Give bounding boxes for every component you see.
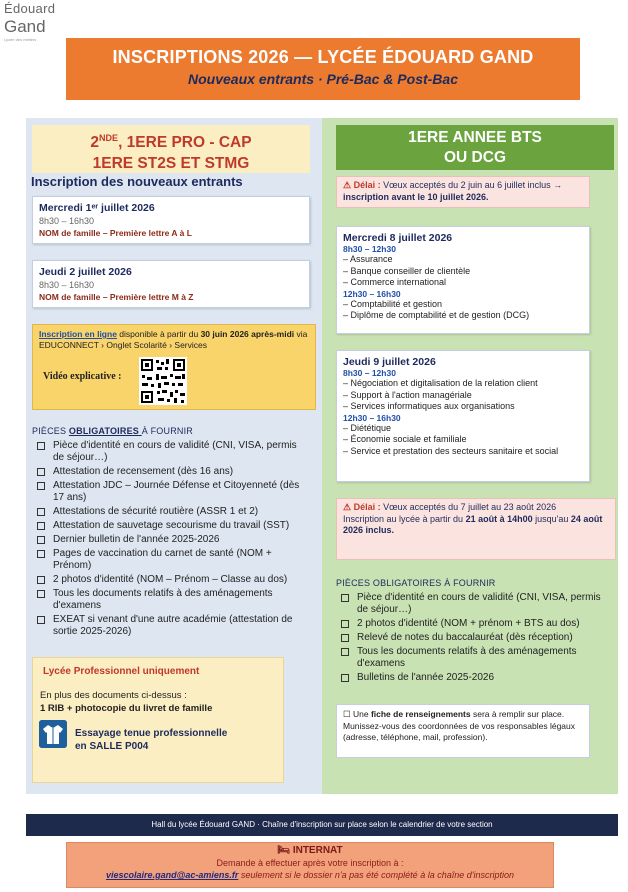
program-item: – Diplôme de comptabilité et de gestion (DCG) <box>343 310 530 320</box>
checklist-text: Attestation JDC – Journée Défense et Citoyenneté (dès 17 ans) <box>53 480 300 503</box>
info-text: ☐ Une <box>343 709 371 719</box>
checkbox-icon[interactable] <box>341 648 349 656</box>
pieces-title-part: À FOURNIR <box>141 426 194 436</box>
checklist-text: Dernier bulletin de l'année 2025-2026 <box>53 534 220 545</box>
right-section-title <box>336 125 614 170</box>
deadline-bold: 21 août à 14h00 <box>465 513 533 524</box>
checklist-text: 2 photos d'identité (NOM + prénom + BTS au dos) <box>357 618 580 629</box>
fitting-line: Essayage tenue professionnelle <box>75 728 228 739</box>
checkbox-icon[interactable] <box>37 442 45 450</box>
checklist-item[interactable] <box>34 614 302 638</box>
online-registration-box <box>32 324 316 410</box>
deadline-text: Inscription au lycée à partir du <box>343 513 466 524</box>
internat-text: seulement si le dossier n'a pas été complété à la chaîne d'inscription <box>238 870 514 880</box>
page-title: INSCRIPTIONS 2026 — LYCÉE ÉDOUARD GAND <box>112 47 534 67</box>
checklist-item[interactable] <box>338 632 606 644</box>
checklist-item[interactable] <box>34 440 302 464</box>
checklist-text: Pièce d'identité en cours de validité (CNI, VISA, permis de séjour…) <box>53 440 297 463</box>
checkbox-icon[interactable] <box>341 620 349 628</box>
title-line2: OU DCG <box>444 149 506 166</box>
checkbox-icon[interactable] <box>37 576 45 584</box>
checklist-text: Attestations de sécurité routière (ASSR 1 et 2) <box>53 506 259 517</box>
checklist-text: Tous les documents relatifs à des aménagements d'examens <box>53 588 273 611</box>
left-section-title <box>32 125 310 173</box>
checklist-text: Attestation de sauvetage secourisme du travail (SST) <box>53 520 290 531</box>
checkbox-icon[interactable] <box>37 536 45 544</box>
checklist-item[interactable] <box>34 574 302 586</box>
pro-title: Lycée Professionnel uniquement <box>43 666 200 677</box>
program-item: – Commerce international <box>343 277 447 287</box>
deadline-box <box>336 498 616 560</box>
fitting-room: en SALLE P004 <box>75 741 149 752</box>
checkbox-icon[interactable] <box>37 616 45 624</box>
program-item: – Services informatiques aux organisations <box>343 401 515 411</box>
deadline-text: Vœux acceptés du 7 juillet au 23 août 2026 <box>380 502 557 512</box>
card-date: Jeudi 9 juillet 2026 <box>343 356 436 368</box>
program-item: – Assurance <box>343 254 393 264</box>
checkbox-icon[interactable] <box>341 634 349 642</box>
info-bold: fiche de renseignements <box>370 709 471 719</box>
right-pieces-title: PIÈCES OBLIGATOIRES À FOURNIR <box>336 578 496 588</box>
checkbox-icon[interactable] <box>341 594 349 602</box>
internat-box <box>66 842 554 888</box>
checklist-item[interactable] <box>34 534 302 546</box>
fitting-info <box>75 727 227 753</box>
title-sup: NDE <box>99 133 119 143</box>
program-item: – Comptabilité et gestion <box>343 298 443 309</box>
internat-line <box>67 870 553 880</box>
checkbox-icon[interactable] <box>341 674 349 682</box>
email-link[interactable]: viescolaire.gand@ac-amiens.fr <box>106 870 239 880</box>
checkbox-icon[interactable] <box>37 550 45 558</box>
online-registration-link[interactable]: Inscription en ligne <box>39 329 117 339</box>
program-item: – Économie sociale et familiale <box>343 434 467 444</box>
checkbox-icon[interactable] <box>37 482 45 490</box>
checklist-text: Attestation de recensement (dès 16 ans) <box>53 466 234 477</box>
page-subtitle: Nouveaux entrants · Pré-Bac & Post-Bac <box>188 71 458 87</box>
checklist-item[interactable] <box>338 672 606 684</box>
deadline-text: Vœux acceptés du 2 juin au 6 juillet inclus → <box>380 180 563 190</box>
checklist-item[interactable] <box>34 548 302 572</box>
date-card <box>336 226 590 334</box>
warning-icon: ⚠ Délai : <box>343 502 381 512</box>
title-part: , 1ERE PRO - CAP <box>118 134 252 152</box>
checklist-text: Bulletins de l'année 2025-2026 <box>357 672 495 683</box>
card-hours: 8h30 – 12h30 <box>343 244 396 254</box>
deadline-box <box>336 176 590 208</box>
left-pieces-title <box>32 426 193 436</box>
card-hours: 12h30 – 16h30 <box>343 412 401 423</box>
checklist-item[interactable] <box>34 520 302 532</box>
left-pieces-list <box>34 440 302 640</box>
bed-icon: 🛏 <box>277 845 293 856</box>
checkbox-icon[interactable] <box>37 590 45 598</box>
card-hours: 8h30 – 16h30 <box>39 280 95 290</box>
logo-text-bottom: Gand <box>4 17 46 36</box>
title-line1: 1ERE ANNEE BTS <box>408 129 542 146</box>
program-item: – Support à l'action managériale <box>343 389 472 400</box>
card-date: Mercredi 8 juillet 2026 <box>343 232 453 244</box>
date-card <box>336 350 590 482</box>
qr-code-icon[interactable] <box>139 357 187 405</box>
program-item: – Diététique <box>343 422 392 433</box>
pieces-title-underlined: OBLIGATOIRES <box>68 426 142 436</box>
info-text: sera à remplir sur place. Munissez-vous des coordonnées de vos responsables légaux (adresse, téléphone, mail, profession). <box>343 709 575 742</box>
checklist-item[interactable] <box>338 646 606 670</box>
checklist-text: 2 photos d'identité (NOM – Prénom – Classe au dos) <box>53 574 288 585</box>
program-item: – Service et prestation des secteurs sanitaire et social <box>343 445 559 456</box>
internat-title-text: INTERNAT <box>292 845 343 856</box>
card-date: Mercredi 1ᵉʳ juillet 2026 <box>39 202 155 214</box>
checklist-text: Relevé de notes du baccalauréat (dès réception) <box>357 632 573 643</box>
internat-title <box>67 845 553 856</box>
video-label: Vidéo explicative : <box>43 371 122 382</box>
card-name: NOM de famille – Première lettre M à Z <box>39 292 194 302</box>
online-text: disponible à partir du <box>116 329 201 339</box>
online-text: via EDUCONNECT › Onglet Scolarité › Services <box>39 329 308 350</box>
checklist-item[interactable] <box>34 588 302 612</box>
card-hours: 8h30 – 12h30 <box>343 368 396 378</box>
checklist-item[interactable] <box>338 618 606 630</box>
card-hours: 12h30 – 16h30 <box>343 288 401 299</box>
lab-coat-icon <box>39 720 67 748</box>
professional-box <box>32 657 284 783</box>
info-sheet-box <box>336 704 590 758</box>
program-item: – Négociation et digitalisation de la relation client <box>343 378 538 388</box>
warning-icon: ⚠ Délai : <box>343 180 381 190</box>
section-heading: Inscription des nouveaux entrants <box>31 174 243 189</box>
checkbox-icon[interactable] <box>37 468 45 476</box>
online-date: 30 juin 2026 après-midi <box>200 329 295 339</box>
deadline-bold: 24 août 2026 inclus. <box>343 513 603 535</box>
checklist-text: Pages de vaccination du carnet de santé (NOM + Prénom) <box>53 548 272 571</box>
pieces-title-part: PIÈCES <box>32 426 69 436</box>
checklist-item[interactable] <box>34 480 302 504</box>
checklist-text: Tous les documents relatifs à des aménagements d'examens <box>357 646 577 669</box>
checkbox-icon[interactable] <box>37 522 45 530</box>
internat-line: Demande à effectuer après votre inscription à : <box>216 858 404 868</box>
school-logo <box>4 2 62 62</box>
date-card <box>32 196 310 244</box>
card-hours: 8h30 – 16h30 <box>39 216 95 226</box>
checklist-item[interactable] <box>34 506 302 518</box>
logo-text-top: Édouard <box>4 1 56 16</box>
footer-bar: Hall du lycée Édouard GAND · Chaîne d'inscription sur place selon le calendrier de votre section <box>26 814 618 836</box>
logo-subtitle: Lycée des métiers <box>4 37 37 42</box>
title-line2: 1ERE ST2S ET STMG <box>92 155 250 173</box>
card-date: Jeudi 2 juillet 2026 <box>39 266 132 278</box>
program-item: – Banque conseiller de clientèle <box>343 265 471 276</box>
card-name: NOM de famille – Première lettre A à L <box>39 228 192 238</box>
page-header <box>66 38 580 100</box>
right-pieces-list <box>338 592 606 686</box>
checklist-text: EXEAT si venant d'une autre académie (attestation de sortie 2025-2026) <box>53 614 293 637</box>
checkbox-icon[interactable] <box>37 508 45 516</box>
pro-line-bold: 1 RIB + photocopie du livret de famille <box>40 703 213 714</box>
date-card <box>32 260 310 308</box>
title-part: 2 <box>90 134 100 152</box>
checklist-item[interactable] <box>34 466 302 478</box>
deadline-bold: inscription avant le 10 juillet 2026. <box>343 191 489 202</box>
pro-line: En plus des documents ci-dessus : <box>40 690 187 701</box>
checklist-item[interactable] <box>338 592 606 616</box>
checklist-text: Pièce d'identité en cours de validité (CNI, VISA, permis de séjour…) <box>357 592 601 615</box>
deadline-text: jusqu'au <box>532 513 571 524</box>
